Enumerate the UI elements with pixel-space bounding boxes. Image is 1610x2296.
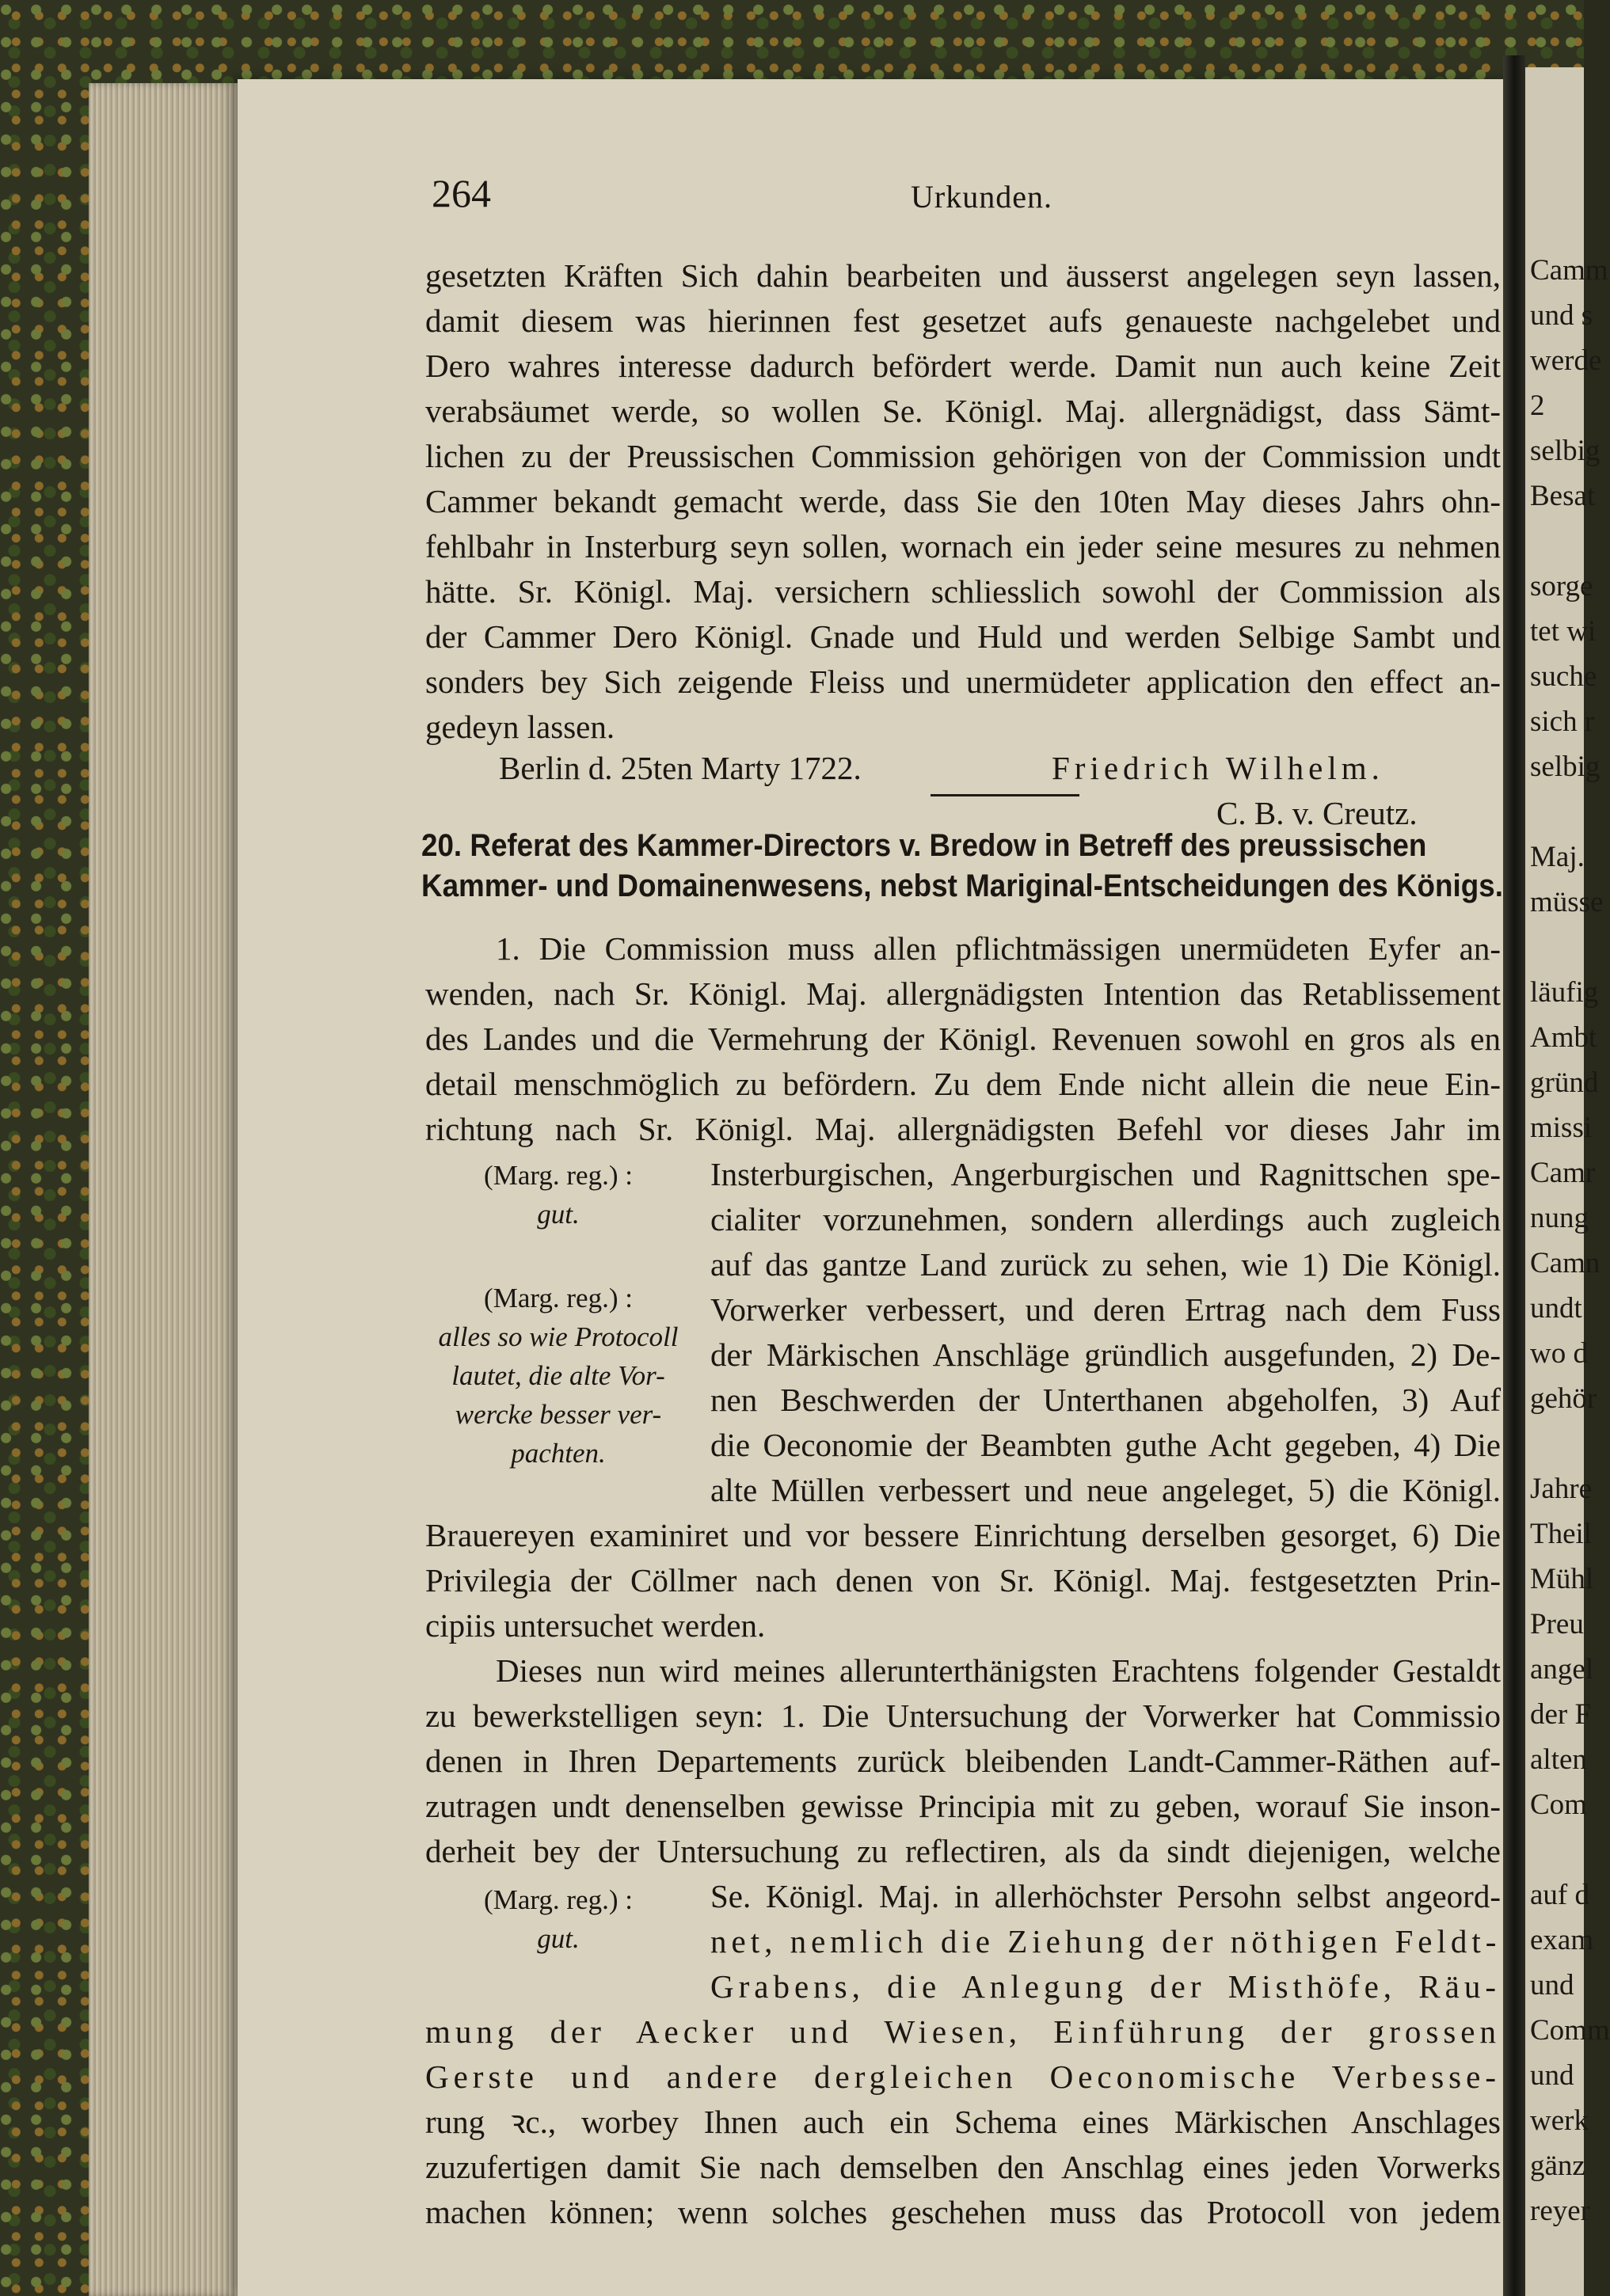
right-page-fragment: und bbox=[1530, 1969, 1574, 2001]
margin-note-head: (Marg. reg.) : bbox=[484, 1283, 633, 1313]
page-header bbox=[432, 170, 1540, 218]
page-number: 264 bbox=[432, 171, 491, 215]
text-line: mung der Aecker und Wiesen, Einführung der grossen bbox=[425, 2013, 1501, 2050]
right-page-fragment: und bbox=[1530, 2059, 1574, 2092]
right-page-edge bbox=[1525, 67, 1610, 2296]
right-page-fragment: Besat bbox=[1530, 480, 1596, 512]
text-line: cipiis untersuchet werden. bbox=[425, 1607, 766, 1644]
right-page-fragment: Maj. bbox=[1530, 841, 1585, 873]
right-page-fragment: gründ bbox=[1530, 1066, 1599, 1099]
right-page-fragment: 2 bbox=[1530, 390, 1545, 422]
margin-note-text: wercke besser ver- bbox=[455, 1399, 662, 1430]
text-line: denen in Ihren Departements zurück bleibenden Landt-Cammer-Räthen auf- bbox=[425, 1743, 1501, 1779]
margin-note-text: alles so wie Protocoll bbox=[438, 1321, 679, 1352]
text-line: der Cammer Dero Königl. Gnade und Huld und werden Selbige Sambt und bbox=[425, 618, 1501, 655]
section-divider bbox=[931, 794, 1079, 796]
text-line: 1. Die Commission muss allen pflichtmässigen unermüdeten Eyfer an- bbox=[496, 930, 1501, 967]
text-line: die Oeconomie der Beambten guthe Acht gegeben, 4) Die bbox=[710, 1427, 1501, 1463]
margin-note-head: (Marg. reg.) : bbox=[484, 1884, 633, 1915]
right-page-fragment: läufig bbox=[1530, 976, 1599, 1009]
right-page-fragment: Preu bbox=[1530, 1608, 1584, 1640]
right-page-fragment: sich r bbox=[1530, 705, 1595, 738]
text-line: detail menschmöglich zu befördern. Zu dem Ende nicht allein die neue Ein- bbox=[425, 1066, 1501, 1102]
text-line: fehlbahr in Insterburg seyn sollen, wornach ein jeder seine mesures zu nehmen bbox=[425, 528, 1501, 564]
text-line: sonders bey Sich zeigende Fleiss und unermüdeter application den effect an- bbox=[425, 663, 1501, 700]
place-date: Berlin d. 25ten Marty 1722. bbox=[499, 750, 862, 786]
text-line: machen können; wenn solches geschehen muss das Protocoll von jedem bbox=[425, 2194, 1501, 2230]
text-line: Brauereyen examiniret und vor bessere Einrichtung derselben gesorget, 6) Die bbox=[425, 1517, 1501, 1553]
right-page-fragment: selbig bbox=[1530, 435, 1600, 467]
text-line: Dero wahres interesse dadurch befördert werde. Damit nun auch keine Zeit bbox=[425, 348, 1501, 384]
text-line: Se. Königl. Maj. in allerhöchster Persohn selbst angeord- bbox=[710, 1878, 1501, 1914]
text-line: gedeyn lassen. bbox=[425, 709, 615, 745]
text-line: hätte. Sr. Königl. Maj. versichern schliesslich sowohl der Commission als bbox=[425, 573, 1501, 610]
right-page-fragment: reyer bbox=[1530, 2195, 1590, 2227]
margin-note-text: pachten. bbox=[511, 1438, 606, 1469]
right-page-fragment: wo d bbox=[1530, 1337, 1588, 1370]
right-page-fragment: und s bbox=[1530, 299, 1593, 332]
text-line: Dieses nun wird meines allerunterthänigsten Erachtens folgender Gestaldt bbox=[496, 1652, 1501, 1689]
text-line: zu bewerkstelligen seyn: 1. Die Untersuchung der Vorwerker hat Commissio bbox=[425, 1697, 1501, 1734]
text-line: Vorwerker verbessert, und deren Ertrag nach dem Fuss bbox=[710, 1291, 1501, 1328]
signature-countersign: C. B. v. Creutz. bbox=[1216, 795, 1418, 831]
text-line: cialiter vorzunehmen, sondern allerdings auch zugleich bbox=[710, 1201, 1501, 1237]
text-line: Cammer bekandt gemacht werde, dass Sie den 10ten May dieses Jahrs ohn- bbox=[425, 483, 1501, 519]
text-line: der Märkischen Anschläge gründlich ausgefunden, 2) De- bbox=[710, 1336, 1501, 1373]
margin-note-head: (Marg. reg.) : bbox=[484, 1160, 633, 1191]
text-line: Gerste und andere dergleichen Oeconomische Verbesse- bbox=[425, 2058, 1501, 2095]
right-page-fragment: müsse bbox=[1530, 886, 1604, 918]
text-line: lichen zu der Preussischen Commission gehörigen von der Commission undt bbox=[425, 438, 1501, 474]
right-page-fragment: Com bbox=[1530, 1789, 1587, 1821]
text-line: gesetzten Kräften Sich dahin bearbeiten und äusserst angelegen seyn lassen, bbox=[425, 257, 1501, 294]
right-page-fragment: angel bbox=[1530, 1653, 1594, 1686]
section-heading: 20. Referat des Kammer-Directors v. Bredow in Betreff des preussischen bbox=[421, 828, 1427, 863]
text-line: net, nemlich die Ziehung der nöthigen Feldt- bbox=[710, 1923, 1502, 1960]
right-page-fragment: tet wi bbox=[1530, 615, 1597, 648]
right-page-fragment: Jahre bbox=[1530, 1473, 1593, 1505]
right-page-fragment: nung bbox=[1530, 1202, 1589, 1234]
signature-king: Friedrich Wilhelm. bbox=[1052, 750, 1384, 786]
text-line: zuzufertigen damit Sie nach demselben den Anschlag eines jeden Vorwerks bbox=[425, 2149, 1501, 2185]
text-line: auf das gantze Land zurück zu sehen, wie 1) Die Königl. bbox=[710, 1246, 1501, 1283]
right-page-fragment: der F bbox=[1530, 1698, 1592, 1731]
right-page-fragment: Camm bbox=[1530, 254, 1608, 287]
text-line: nen Beschwerden der Unterthanen abgeholfen, 3) Auf bbox=[710, 1382, 1501, 1418]
right-page-fragment: gehör bbox=[1530, 1382, 1597, 1415]
text-line: zutragen undt denenselben gewisse Principia mit zu geben, worauf Sie inson- bbox=[425, 1788, 1501, 1824]
text-line: wenden, nach Sr. Königl. Maj. allergnädigsten Intention das Retablissement bbox=[425, 975, 1501, 1012]
right-page-fragment: exam bbox=[1530, 1924, 1594, 1956]
right-page-fragment: alten bbox=[1530, 1743, 1587, 1776]
right-page-fragment: Camn bbox=[1530, 1247, 1600, 1279]
text-line: Privilegia der Cöllmer nach denen von Sr. Königl. Maj. festgesetzten Prin- bbox=[425, 1562, 1501, 1598]
margin-note-text: gut. bbox=[537, 1199, 580, 1230]
right-page-fragment: undt bbox=[1530, 1292, 1582, 1325]
text-line: Grabens, die Anlegung der Misthöfe, Räu- bbox=[710, 1968, 1501, 2005]
margin-note-text: gut. bbox=[537, 1923, 580, 1954]
right-page-fragment: missi bbox=[1530, 1112, 1593, 1144]
text-line: verabsäumet werde, so wollen Se. Königl. Maj. allergnädigst, dass Sämt- bbox=[425, 393, 1501, 429]
right-page-fragment: Ambt bbox=[1530, 1021, 1597, 1054]
page-block-edge bbox=[89, 83, 259, 2296]
text-line: rung ꝛc., worbey Ihnen auch ein Schema eines Märkischen Anschlages bbox=[425, 2104, 1501, 2140]
right-page-fragment: werk bbox=[1530, 2104, 1589, 2137]
right-page-fragment: Comm bbox=[1530, 2014, 1610, 2047]
right-page-fragment: selbig bbox=[1530, 751, 1600, 783]
right-page-fragment: werde bbox=[1530, 344, 1602, 377]
right-page-fragment: Theil bbox=[1530, 1518, 1593, 1550]
text-line: Insterburgischen, Angerburgischen und Ragnittschen spe- bbox=[710, 1156, 1501, 1192]
text-line: alte Müllen verbessert und neue angeleget, 5) die Königl. bbox=[710, 1472, 1501, 1508]
right-page-fragment: Mühl bbox=[1530, 1563, 1594, 1595]
margin-note-text: lautet, die alte Vor- bbox=[451, 1360, 665, 1391]
right-page-fragment: gänz bbox=[1530, 2150, 1585, 2182]
text-line: des Landes und die Vermehrung der Königl. Revenuen sowohl en gros als en bbox=[425, 1021, 1501, 1057]
right-page-fragment: auf d bbox=[1530, 1879, 1589, 1911]
right-page-fragment: suche bbox=[1530, 660, 1597, 693]
running-title: Urkunden. bbox=[911, 179, 1052, 215]
right-page-fragment: sorge bbox=[1530, 570, 1593, 603]
right-page-fragment: Camr bbox=[1530, 1157, 1596, 1189]
book-gutter bbox=[1503, 55, 1525, 2296]
text-line: richtung nach Sr. Königl. Maj. allergnädigsten Befehl vor dieses Jahr im bbox=[425, 1111, 1501, 1147]
text-line: derheit bey der Untersuchung zu reflectiren, als da sindt diejenigen, welche bbox=[425, 1833, 1501, 1869]
section-heading: Kammer- und Domainenwesens, nebst Mariginal-Entscheidungen des Königs. bbox=[421, 869, 1503, 903]
text-line: damit diesem was hierinnen fest gesetzet aufs genaueste nachgelebet und bbox=[425, 302, 1501, 339]
